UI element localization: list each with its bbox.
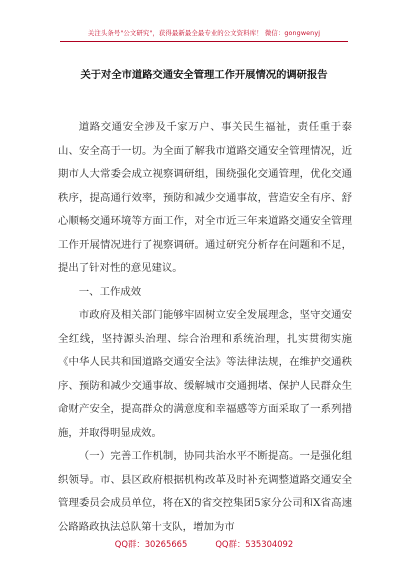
header-promo-note: 关注头条号"公文研究"，获得最新最全最专业的公文资料库！ 微信：gongwenyj	[87, 29, 321, 37]
header-divider	[60, 41, 348, 42]
body-paragraph: （一）完善工作机制，协同共治水平不断提高。一是强化组织领导。市、县区政府根据机构改革及时补充调整道路交通安全管理委员会成员单位，将在X的省交控集团5家分公司和X省高速公路路政执法总队第十支队，增加为市	[58, 450, 352, 533]
intro-paragraph: 道路交通安全涉及千家万户、事关民生福祉，责任重于泰山、安全高于一切。为全面了解我市道路交通安全管理情况，近期市人大常委会成立视察调研组，围绕强化交通管理，优化交通秩序，提高通行效率，预防和减少交通事故，营造安全有序、舒心顺畅交通环境等方面工作，对全市近三年来道路交通安全管理工作开展情况进行了视察调研。通过研究分析存在问题和不足，提出了针对性的意见建议。	[58, 121, 352, 274]
document-title: 关于对全市道路交通安全管理工作开展情况的调研报告	[80, 69, 328, 81]
body-paragraph: 市政府及相关部门能够牢固树立安全发展理念，坚守交通安全红线，坚持源头治理、综合治理和系统治理，扎实贯彻实施《中华人民共和国道路交通安全法》等法律法规，在维护交通秩序、预防和减少交通事故、缓解城市交通拥堵、保护人民群众生命财产安全，提高群众的满意度和幸福感等方面采取了一系列措施，并取得明显成效。	[58, 309, 352, 439]
section-heading: 一、工作成效	[78, 285, 142, 298]
footer-contact	[0, 538, 408, 550]
document-body	[58, 116, 352, 539]
footer-qq-group-1: QQ群：30265665	[114, 539, 188, 549]
footer-qq-group-2: QQ群：535304092	[215, 539, 294, 549]
